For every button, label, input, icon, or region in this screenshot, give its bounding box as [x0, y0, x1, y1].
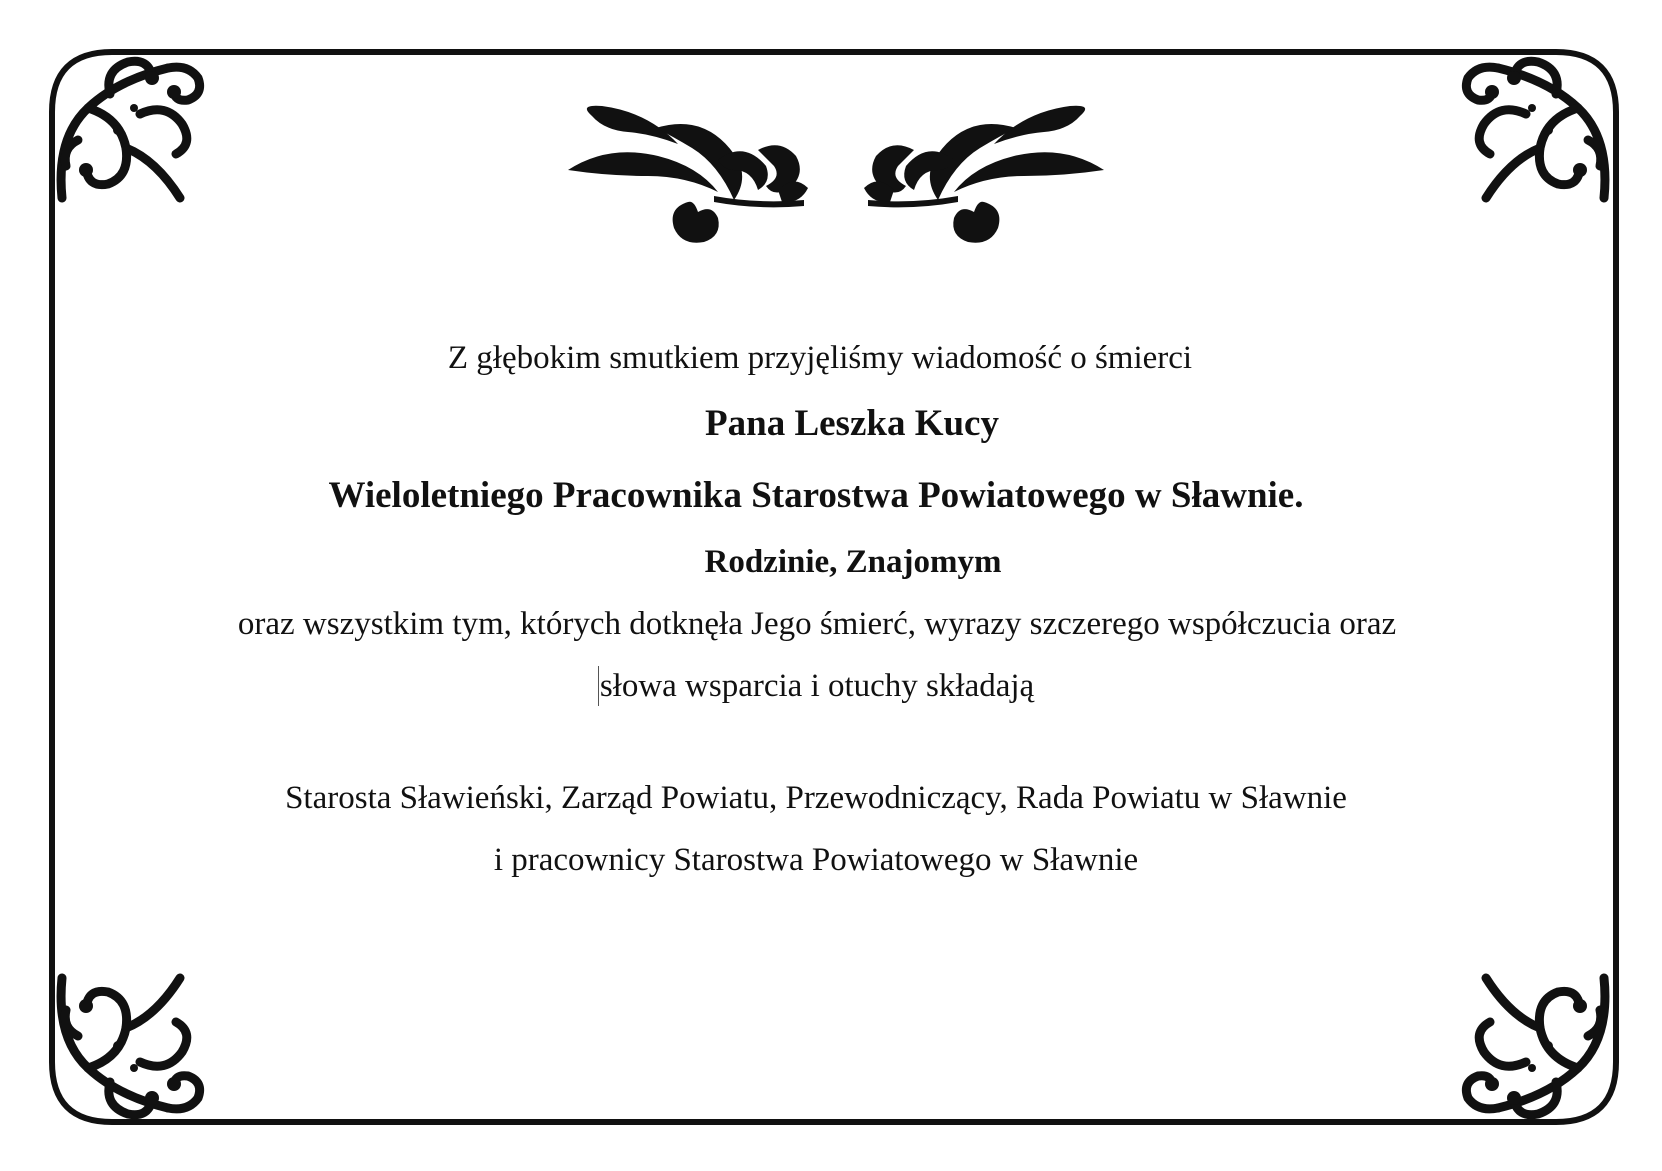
signature-line-2: i pracownicy Starostwa Powiatowego w Sławnie	[493, 842, 1139, 878]
scroll-flourish-icon	[48, 958, 218, 1128]
floral-leaf-ornament-icon	[568, 104, 1104, 250]
condolence-line-2: słowa wsparcia i otuchy składają	[599, 668, 1035, 704]
text-cursor	[598, 666, 599, 706]
top-floral-ornament	[568, 104, 1104, 250]
corner-ornament-bottom-left	[48, 958, 218, 1128]
corner-ornament-top-left	[48, 48, 218, 218]
deceased-name: Pana Leszka Kucy	[705, 403, 999, 444]
scroll-flourish-icon	[1448, 958, 1618, 1128]
scroll-flourish-icon	[48, 48, 218, 218]
corner-ornament-bottom-right	[1448, 958, 1618, 1128]
deceased-title: Wieloletniego Pracownika Starostwa Powiatowego w Sławnie.	[328, 475, 1304, 516]
condolence-line-1: oraz wszystkim tym, których dotknęła Jego śmierć, wyrazy szczerego współczucia oraz	[237, 606, 1397, 642]
scroll-flourish-icon	[1448, 48, 1618, 218]
addressees: Rodzinie, Znajomym	[704, 544, 1002, 580]
corner-ornament-top-right	[1448, 48, 1618, 218]
intro-text: Z głębokim smutkiem przyjęliśmy wiadomość o śmierci	[447, 340, 1193, 376]
signature-line-1: Starosta Sławieński, Zarząd Powiatu, Przewodniczący, Rada Powiatu w Sławnie	[285, 780, 1347, 816]
